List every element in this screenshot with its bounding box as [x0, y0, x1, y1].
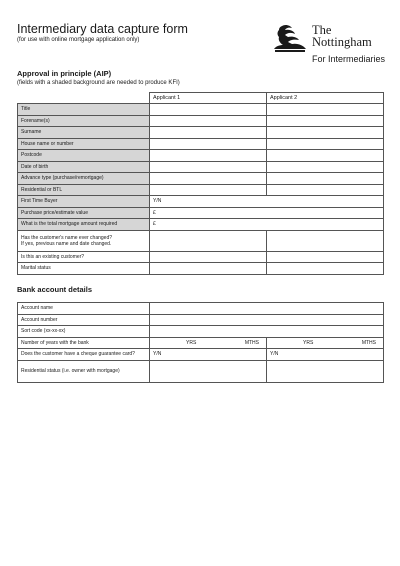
mths-label-2: MTHS [361, 339, 376, 346]
col-applicant-1: Applicant 1 [150, 93, 267, 104]
form-title: Intermediary data capture form [17, 22, 188, 36]
field-name-change-applicant-2[interactable] [267, 230, 384, 251]
nottingham-logo [272, 24, 388, 68]
field-residential-applicant-2[interactable] [267, 184, 384, 196]
field-years-applicant-2[interactable] [267, 337, 384, 349]
bank-heading: Bank account details [17, 285, 93, 294]
label-forenames: Forename(s) [18, 115, 150, 127]
label-advance: Advance type (purchase/remortgage) [18, 173, 150, 185]
field-cheque-applicant-1[interactable]: Y/N [150, 349, 267, 361]
label-name-change [18, 230, 150, 251]
yrs-label-2: YRS [303, 339, 314, 346]
label-dob: Date of birth [18, 161, 150, 173]
label-ftb: First Time Buyer [18, 196, 150, 208]
field-forenames-applicant-2[interactable] [267, 115, 384, 127]
field-res-status-applicant-1[interactable] [150, 360, 267, 382]
field-advance-applicant-2[interactable] [267, 173, 384, 185]
field-surname-applicant-1[interactable] [150, 127, 267, 139]
field-residential-applicant-1[interactable] [150, 184, 267, 196]
field-existing-applicant-2[interactable] [267, 251, 384, 263]
label-name-change-line-2: If yes, previous name and date changed. [21, 240, 112, 247]
label-name-change-line-1: Has the customer's name ever changed? [21, 234, 113, 241]
field-advance-applicant-1[interactable] [150, 173, 267, 185]
field-account-number[interactable] [150, 314, 384, 326]
field-forenames-applicant-1[interactable] [150, 115, 267, 127]
field-existing-applicant-1[interactable] [150, 251, 267, 263]
castle-icon [272, 24, 308, 54]
bank-table [17, 302, 384, 383]
field-price[interactable]: £ [150, 207, 384, 219]
label-marital: Marital status [18, 263, 150, 275]
field-postcode-applicant-2[interactable] [267, 150, 384, 162]
field-name-change-applicant-1[interactable] [150, 230, 267, 251]
aip-table [17, 92, 384, 275]
label-residential-status: Residential status (i.e. owner with mortgage) [18, 360, 150, 382]
label-amount: What is the total mortgage amount required [18, 219, 150, 231]
logo-line-2: Nottingham [312, 35, 372, 49]
field-marital-applicant-2[interactable] [267, 263, 384, 275]
label-account-name: Account name [18, 303, 150, 315]
label-residential: Residential or BTL [18, 184, 150, 196]
aip-heading: Approval in principle (AIP) [17, 69, 112, 78]
field-house-applicant-1[interactable] [150, 138, 267, 150]
aip-note: (fields with a shaded background are needed to produce KFI) [17, 80, 180, 86]
field-house-applicant-2[interactable] [267, 138, 384, 150]
label-existing: Is this an existing customer? [18, 251, 150, 263]
logo-line-3: For Intermediaries [312, 54, 386, 64]
label-surname: Surname [18, 127, 150, 139]
label-account-number: Account number [18, 314, 150, 326]
yrs-label-1: YRS [186, 339, 197, 346]
label-sort-code: Sort code (xx-xx-xx) [18, 326, 150, 338]
field-amount[interactable]: £ [150, 219, 384, 231]
field-surname-applicant-2[interactable] [267, 127, 384, 139]
field-cheque-applicant-2[interactable]: Y/N [267, 349, 384, 361]
label-house: House name or number [18, 138, 150, 150]
field-sort-code[interactable] [150, 326, 384, 338]
field-res-status-applicant-2[interactable] [267, 360, 384, 382]
form-subtitle: (for use with online mortgage application only) [17, 37, 140, 43]
field-ftb[interactable]: Y/N [150, 196, 384, 208]
field-years-applicant-1[interactable] [150, 337, 267, 349]
col-applicant-2: Applicant 2 [267, 93, 384, 104]
field-title-applicant-2[interactable] [267, 104, 384, 116]
label-years-with-bank: Number of years with the bank [18, 337, 150, 349]
field-dob-applicant-2[interactable] [267, 161, 384, 173]
field-dob-applicant-1[interactable] [150, 161, 267, 173]
field-account-name[interactable] [150, 303, 384, 315]
label-title: Title [18, 104, 150, 116]
field-title-applicant-1[interactable] [150, 104, 267, 116]
field-marital-applicant-1[interactable] [150, 263, 267, 275]
field-postcode-applicant-1[interactable] [150, 150, 267, 162]
logo-line-1: The [312, 23, 332, 37]
mths-label-1: MTHS [244, 339, 259, 346]
label-postcode: Postcode [18, 150, 150, 162]
label-price: Purchase price/estimate value [18, 207, 150, 219]
label-cheque-card: Does the customer have a cheque guarantee card? [18, 349, 150, 361]
